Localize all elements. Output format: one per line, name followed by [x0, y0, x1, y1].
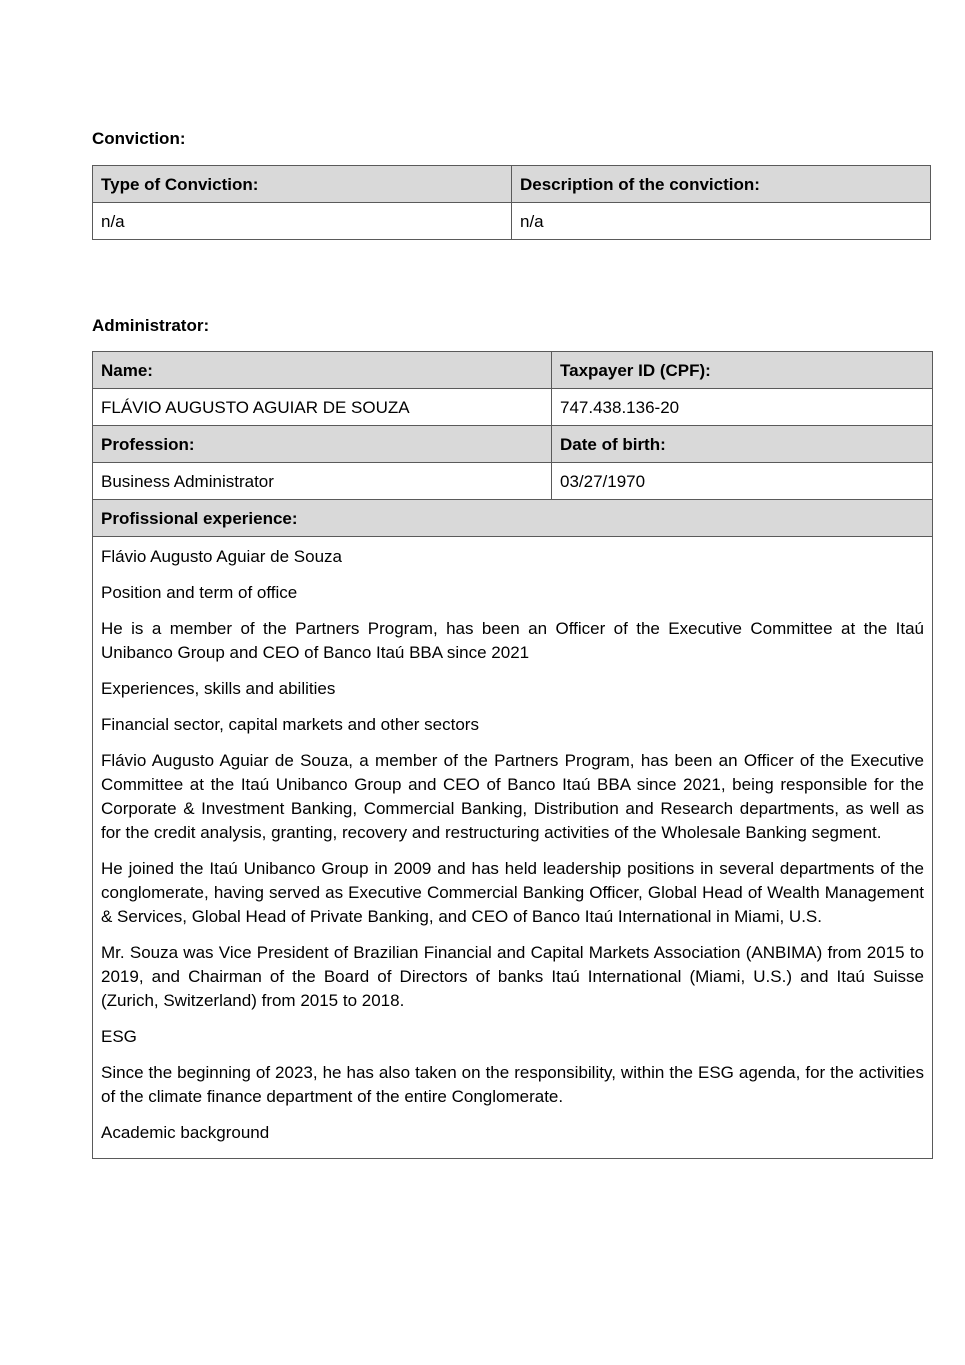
- experience-paragraph: He is a member of the Partners Program, has been an Officer of the Executive Committee at the Itaú Unibanco Group and CEO of Banco Itaú BBA since 2021: [101, 619, 924, 662]
- name-value: FLÁVIO AUGUSTO AGUIAR DE SOUZA: [93, 389, 552, 426]
- dob-label: Date of birth:: [552, 426, 933, 463]
- profession-label: Profession:: [93, 426, 552, 463]
- experience-paragraph: He joined the Itaú Unibanco Group in 2009 and has held leadership positions in several departments of the conglomerate, having served as Executive Commercial Banking Officer, Global Head of Wealth Management & Services, Global Head of Private Banking, and CEO of Banco Itaú International in Miami, U.S.: [101, 859, 924, 926]
- experience-content-row: [93, 537, 933, 1159]
- administrator-title: Administrator:: [92, 316, 210, 335]
- experience-paragraph: Financial sector, capital markets and other sectors: [101, 715, 479, 734]
- experience-paragraph: Academic background: [101, 1123, 270, 1142]
- experience-paragraph: ESG: [101, 1027, 137, 1046]
- experience-paragraph: Experiences, skills and abilities: [101, 679, 336, 698]
- name-value-row: [93, 389, 933, 426]
- conviction-header-row: [93, 166, 931, 203]
- experience-paragraph: Flávio Augusto Aguiar de Souza, a member of the Partners Program, has been an Officer of the Executive Committee at the Itaú Unibanco Group and CEO of Banco Itaú BBA since 2021, being responsible for the Corporate & Investment Banking, Commercial Banking, Distribution and Research departments, as well as for the credit analysis, granting, recovery and restructuring activities of the Wholesale Banking segment.: [101, 751, 924, 842]
- experience-label: Profissional experience:: [93, 500, 933, 537]
- experience-paragraph: Position and term of office: [101, 583, 298, 602]
- name-label: Name:: [93, 352, 552, 389]
- conviction-title: Conviction:: [92, 129, 186, 148]
- conviction-value-row: [93, 203, 931, 240]
- description-of-conviction-header: Description of the conviction:: [512, 166, 931, 203]
- description-of-conviction-value: n/a: [512, 203, 931, 240]
- type-of-conviction-value: n/a: [93, 203, 512, 240]
- experience-paragraph: Mr. Souza was Vice President of Brazilian Financial and Capital Markets Association (ANBIMA) from 2015 to 2019, and Chairman of the Board of Directors of banks Itaú International (Miami, U.S.) and Itaú Suisse (Zurich, Switzerland) from 2015 to 2018.: [101, 943, 924, 1010]
- administrator-table: [92, 351, 933, 1159]
- experience-paragraph: Since the beginning of 2023, he has also taken on the responsibility, within the ESG agenda, for the activities of the climate finance department of the entire Conglomerate.: [101, 1063, 924, 1106]
- experience-header-row: [93, 500, 933, 537]
- dob-value: 03/27/1970: [552, 463, 933, 500]
- cpf-value: 747.438.136-20: [552, 389, 933, 426]
- cpf-label: Taxpayer ID (CPF):: [552, 352, 933, 389]
- profession-value-row: [93, 463, 933, 500]
- experience-content: [93, 537, 933, 1159]
- profession-value: Business Administrator: [93, 463, 552, 500]
- experience-paragraph: Flávio Augusto Aguiar de Souza: [101, 547, 342, 566]
- name-header-row: [93, 352, 933, 389]
- conviction-table: [92, 165, 931, 240]
- type-of-conviction-header: Type of Conviction:: [93, 166, 512, 203]
- profession-header-row: [93, 426, 933, 463]
